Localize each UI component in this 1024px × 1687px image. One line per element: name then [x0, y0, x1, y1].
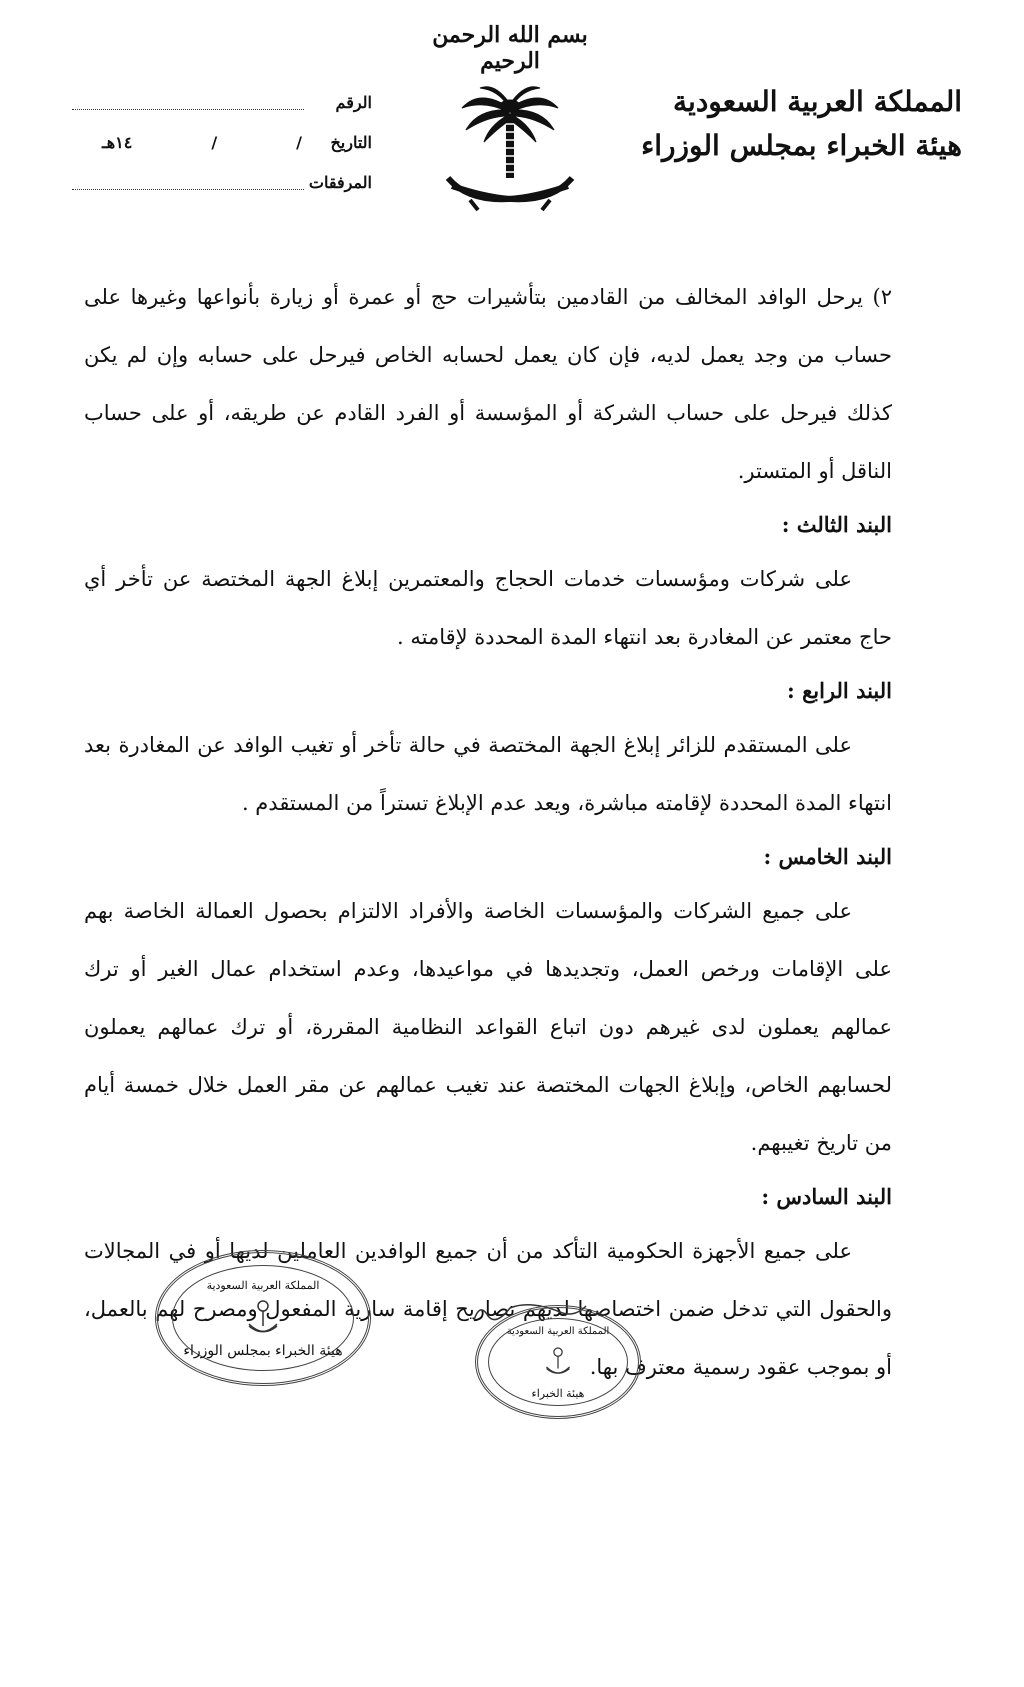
document-body	[84, 268, 892, 1396]
section-heading-5: البند الخامس :	[763, 844, 892, 869]
number-label: الرقم	[335, 92, 372, 112]
letterhead	[0, 0, 1024, 230]
official-seal-left	[155, 1250, 371, 1386]
date-value	[72, 133, 310, 152]
attachments-label: المرفقات	[308, 172, 372, 192]
attachments-line	[72, 175, 304, 190]
seal2-top-text: المملكة العربية السعودية	[506, 1326, 610, 1337]
section-text-5: على جميع الشركات والمؤسسات الخاصة والأفراد الالتزام بحصول العمالة الخاصة بهم على الإقامات ورخص العمل، وتجديدها في مواعيدها، وعدم استخدام عمال الغير أو ترك عمالهم يعملون لدى غيرهم دون اتباع القواعد النظامية المقررة، أو ترك عمالهم يعملون لحسابهم الخاص، وإبلاغ الجهات المختصة عند تغيب عمالهم عن مقر العمل خلال خمسة أيام من تاريخ تغيبهم.	[84, 899, 893, 1155]
kingdom-name: المملكة العربية السعودية	[673, 85, 962, 118]
section-heading-3: البند الثالث :	[781, 512, 892, 537]
item-2-paragraph: ٢) يرحل الوافد المخالف من القادمين بتأشيرات حج أو عمرة أو زيارة بأنواعها وغيرها على حساب من وجد يعمل لديه، فإن كان يعمل لحسابه الخاص فيرحل على حسابه وإن لم يكن كذلك فيرحل على حساب الشركة أو المؤسسة أو الفرد القادم عن طريقه، أو على حساب الناقل أو المتستر.	[84, 285, 892, 483]
palm-swords-emblem-icon	[440, 78, 580, 228]
section-text-4: على المستقدم للزائر إبلاغ الجهة المختصة في حالة تأخر أو تغيب الوافد عن المغادرة بعد انتهاء المدة المحددة لإقامته مباشرة، ويعد عدم الإبلاغ تستراً من المستقدم .	[84, 733, 892, 815]
seal-emblem-icon	[246, 1298, 280, 1338]
date-year: ١٤هـ	[102, 132, 133, 152]
seal2-bottom-text: هيئة الخبراء	[531, 1387, 585, 1400]
section-text-6: على جميع الأجهزة الحكومية التأكد من أن جميع الوافدين العاملين لديها أو في المجالات والحقول التي تدخل ضمن اختصاصها لديهم تصاريح إقامة سارية المفعول ومصرح لهم بالعمل، أو بموجب عقود رسمية معترف بها.	[84, 1239, 892, 1379]
number-line	[72, 95, 304, 110]
section-text-3: على شركات ومؤسسات خدمات الحجاج والمعتمرين إبلاغ الجهة المختصة عن تأخر أي حاج معتمر عن المغادرة بعد انتهاء المدة المحددة لإقامته .	[84, 567, 892, 649]
seal1-top-text: المملكة العربية السعودية	[206, 1279, 320, 1292]
seal1-bottom-text: هيئة الخبراء بمجلس الوزراء	[183, 1343, 343, 1359]
date-sep-1: /	[296, 132, 302, 152]
official-seal-right	[475, 1305, 641, 1419]
section-heading-6: البند السادس :	[761, 1184, 892, 1209]
attachments-field	[72, 162, 372, 202]
reference-fields	[72, 82, 372, 202]
seal2-emblem-icon	[544, 1345, 572, 1379]
number-field	[72, 82, 372, 122]
authority-name: هيئة الخبراء بمجلس الوزراء	[641, 129, 962, 162]
kingdom-title-block	[632, 80, 962, 168]
section-heading-4: البند الرابع :	[787, 678, 892, 703]
basmala: بسم الله الرحمن الرحيم	[432, 22, 588, 74]
date-label: التاريخ	[330, 132, 372, 152]
date-field	[72, 122, 372, 162]
date-sep-2: /	[211, 132, 218, 152]
